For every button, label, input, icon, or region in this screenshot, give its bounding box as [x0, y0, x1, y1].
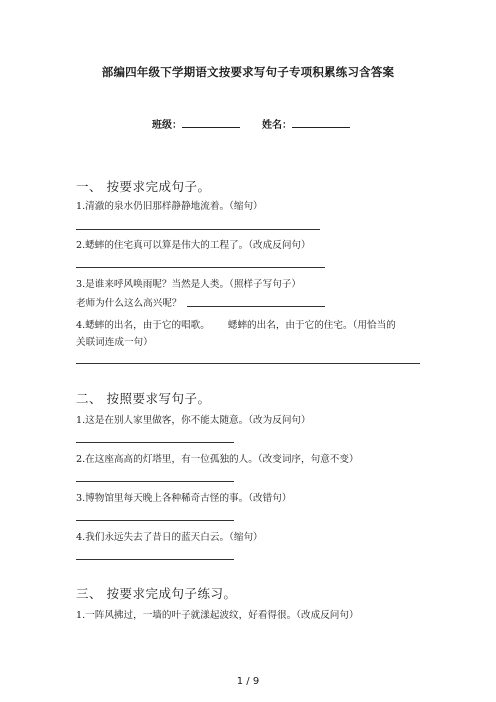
s2-answer-line-1: [76, 442, 234, 443]
s1-answer-line-3: [187, 306, 325, 307]
s2-question-3: 3.博物馆里每天晚上各种稀奇古怪的事。（改错句）: [76, 493, 292, 504]
name-field: [262, 116, 350, 131]
s1-question-4-line2: 关联词连成一句）: [76, 337, 153, 348]
s2-question-4: 4.我们永远失去了昔日的蓝天白云。（缩句）: [76, 532, 263, 543]
s1-answer-line-1: [76, 229, 320, 230]
s1-question-3: 3.是谁来呼风唤雨呢？当然是人类。（照样子写句子）: [76, 279, 302, 290]
s1-answer-line-4: [76, 363, 420, 364]
class-label: 班级：: [152, 120, 182, 131]
document-title: 部编四年级下学期语文按要求写句子专项积累练习含答案: [101, 65, 395, 79]
section-2-heading: 二、 按照要求写句子。: [76, 391, 211, 406]
class-field: [152, 116, 240, 131]
s1-q4-part-b: 蟋蟀的出名，由于它的住宅。（用恰当的: [227, 320, 396, 331]
name-blank: [292, 118, 350, 128]
s2-answer-line-2: [76, 481, 234, 482]
s1-question-4-line1: [76, 319, 396, 332]
s1-question-2: 2.蟋蟀的住宅真可以算是伟大的工程了。（改成反问句）: [76, 240, 311, 251]
s1-question-1: 1.清澈的泉水仍旧那样静静地流着。（缩句）: [76, 201, 263, 212]
s2-question-1: 1.这是在别人家里做客，你不能太随意。（改为反问句）: [76, 415, 311, 426]
s1-q4-part-a: 4.蟋蟀的出名，由于它的唱歌。: [76, 320, 210, 331]
s1-question-3-sub: 老师为什么这么高兴呢？: [76, 298, 182, 309]
s2-answer-line-4: [76, 559, 234, 560]
s2-question-2: 2.在这座高高的灯塔里，有一位孤独的人。（改变词序，句意不变）: [76, 454, 359, 465]
section-3-heading: 三、 按要求完成句子练习。: [76, 586, 237, 601]
name-label: 姓名：: [262, 120, 292, 131]
s2-answer-line-3: [76, 520, 234, 521]
s3-question-1: 1.一阵风拂过，一墙的叶子就漾起波纹，好看得很。（改成反问句）: [76, 610, 359, 621]
page-number: 1 / 9: [236, 676, 260, 687]
s1-answer-line-2: [76, 267, 325, 268]
class-blank: [182, 118, 240, 128]
section-1-heading: 一、 按要求完成句子。: [76, 179, 211, 194]
